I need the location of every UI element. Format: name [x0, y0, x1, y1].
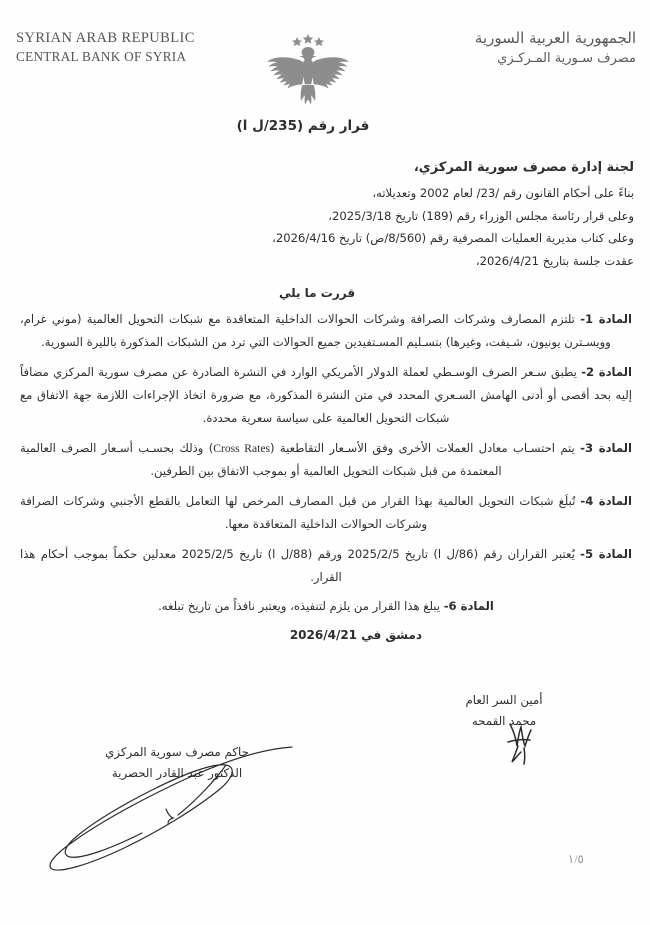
page-mark: ١/٥	[567, 852, 584, 866]
letterhead-country-en: SYRIAN ARAB REPUBLIC	[16, 30, 195, 46]
letterhead-country-ar: الجمهورية العربية السورية	[474, 29, 636, 47]
letterhead-english	[0, 28, 215, 66]
article-item	[18, 308, 634, 354]
addressee-line: لجنة إدارة مصرف سورية المركزي،	[413, 160, 634, 175]
cross-rates-term: Cross Rates	[213, 441, 271, 455]
article-text: تلتزم المصارف وشركات الصرافة وشركات الحوالات الداخلية المتعاقدة مع شبكات التحويل العالمية (موني غرام، وويسـترن يونيون، شـيفت، وغيرها) بتسـليم المسـتفيدين جميع الحوالات التي ترد من الشبكات المذكورة بالليرة السورية.	[20, 312, 611, 350]
articles-list	[18, 308, 634, 618]
preamble-block	[18, 182, 634, 272]
secretary-signature-block	[394, 690, 614, 731]
decision-title: قرار رقم (235/ل ا)	[236, 118, 370, 134]
article-text: يُعتبر القراران رقم (86/ل ا) تاريخ 2025/2/5 ورقم (88/ل ا) تاريخ 2025/2/5 معدلين حكماً بموجب أحكام هذا القرار.	[20, 546, 581, 584]
decided-label: قررت ما يلي	[278, 286, 356, 301]
article-text-continued: ) وذلك بحسـب أسـعار الصرف العالمية المعتمدة من قبل شبكات التحويل العالمية أو بموجب الاتفاق بين الطرفين.	[20, 440, 502, 479]
place-and-date: دمشق في 2026/4/21	[289, 628, 422, 643]
article-item	[18, 490, 634, 536]
letterhead-arabic	[400, 28, 650, 69]
preamble-line: وعلى كتاب مديرية العمليات المصرفية رقم (8/560/ص) تاريخ 2026/4/16،	[272, 231, 634, 246]
document-body	[18, 118, 634, 642]
article-number: المادة 3-	[580, 440, 632, 455]
governor-title: حاكم مصرف سورية المركزي	[105, 745, 249, 759]
article-number: المادة 4-	[580, 494, 632, 509]
article-text: يطبق سـعر الصرف الوسـطي لعملة الدولار الأمريكي الوارد في النشرة الصادرة عن مصرف سورية المركزي مضافاً إليه بحد أقصى أو أدنى الهامش السـعري المحدد في متن النشرة المذكورة، مع ضرورة اتخاذ الإجراءات اللازمة جهة الاتفاق مع شبكات التحويل العالمية على سياسة سعرية محددة.	[20, 365, 632, 425]
article-number: المادة 5-	[580, 546, 633, 561]
secretary-name: محمد القمحه	[471, 713, 537, 728]
governor-name: الدكتور عبد القادر الحصرية	[111, 765, 243, 780]
article-text: يتم احتسـاب معادل العملات الأخرى وفق الأسـعار التقاطعية (	[270, 440, 581, 455]
hawk-of-quraish-emblem	[252, 28, 364, 106]
article-number: المادة 2-	[581, 365, 632, 380]
governor-signature-block	[52, 742, 302, 783]
article-number: المادة 6-	[443, 599, 494, 614]
preamble-line: بناءً على أحكام القانون رقم /23/ لعام 2002 وتعديلاته،	[372, 186, 634, 200]
preamble-line: عقدت جلسة بتاريخ 2026/4/21،	[475, 253, 634, 268]
secretary-title: أمين السر العام	[465, 693, 543, 707]
article-text: يبلغ هذا القرار من يلزم لتنفيذه، ويعتبر نافذاً من تاريخ تبلغه.	[158, 599, 444, 614]
article-item	[18, 543, 634, 589]
article-number: المادة 1-	[580, 312, 632, 327]
article-item	[18, 595, 634, 618]
article-item	[18, 437, 634, 484]
article-text: تُبلَغ شبكات التحويل العالمية بهذا القرار من قبل المصارف المرخص لها التعامل بالقطع الأجنبي وشركات الصرافة وشركات الحوالات الداخلية المتعاقدة معها.	[20, 494, 581, 531]
preamble-line: وعلى قرار رئاسة مجلس الوزراء رقم (189) تاريخ 2025/3/18،	[328, 208, 634, 223]
letterhead	[0, 28, 650, 100]
letterhead-bank-ar: مصرف سـورية المـركـزي	[497, 50, 636, 66]
article-item	[18, 361, 634, 429]
letterhead-bank-en: CENTRAL BANK OF SYRIA	[16, 49, 187, 64]
